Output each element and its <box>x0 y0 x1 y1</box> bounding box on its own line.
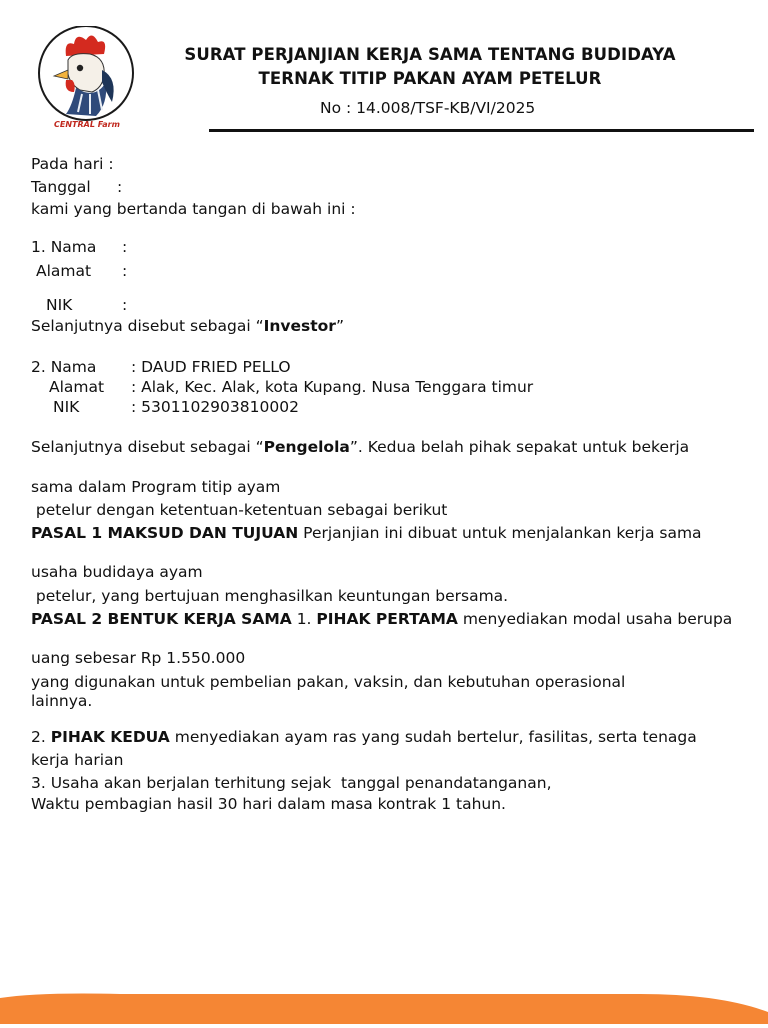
party2-nik-label: NIK <box>53 398 80 416</box>
pasal2-paragraph: PASAL 2 BENTUK KERJA SAMA 1. PIHAK PERTAMA menyediakan modal usaha berupa <box>31 610 733 628</box>
header-divider <box>209 129 754 132</box>
party1-nama-colon: : <box>122 238 128 256</box>
program-line: sama dalam Program titip ayam <box>31 478 281 496</box>
pihak-pertama: PIHAK PERTAMA <box>316 610 458 628</box>
pasal1-line-3: petelur, yang bertujuan menghasilkan keuntungan bersama. <box>31 587 509 605</box>
tanggal-colon: : <box>117 178 123 196</box>
document-title-line-2: TERNAK TITIP PAKAN AYAM PETELUR <box>258 69 602 88</box>
item2-paragraph: 2. PIHAK KEDUA menyediakan ayam ras yang sudah bertelur, fasilitas, serta tenaga <box>31 728 697 746</box>
footer-wave <box>0 990 768 1024</box>
intro-text: kami yang bertanda tangan di bawah ini : <box>31 200 356 218</box>
party1-alamat-label: Alamat <box>36 262 92 280</box>
pihak-kedua: PIHAK KEDUA <box>50 728 170 746</box>
item3-line-1: 3. Usaha akan berjalan terhitung sejak tanggal penandatanganan, <box>31 774 552 792</box>
pasal2-title: PASAL 2 BENTUK KERJA SAMA <box>31 610 292 628</box>
pasal1-line-2: usaha budidaya ayam <box>31 563 203 581</box>
party2-designation: Selanjutnya disebut sebagai “Pengelola”. Kedua belah pihak sepakat untuk bekerja <box>31 438 690 456</box>
party1-nama-label: 1. Nama <box>31 238 97 256</box>
pada-hari-label: Pada hari : <box>31 155 114 173</box>
party1-designation: Selanjutnya disebut sebagai “Investor” <box>31 317 344 335</box>
document-title-line-1: SURAT PERJANJIAN KERJA SAMA TENTANG BUDIDAYA <box>184 45 676 64</box>
central-farm-logo <box>36 26 136 136</box>
party1-alamat-colon: : <box>122 262 128 280</box>
party2-alamat-label: Alamat <box>49 378 105 396</box>
party1-nik-label: NIK <box>46 296 73 314</box>
pasal2-line-2: uang sebesar Rp 1.550.000 <box>31 649 246 667</box>
pasal2-line-3: yang digunakan untuk pembelian pakan, vaksin, dan kebutuhan operasional <box>31 673 626 691</box>
document-number: No : 14.008/TSF-KB/VI/2025 <box>320 99 536 117</box>
ketentuan-line: petelur dengan ketentuan-ketentuan sebagai berikut <box>31 501 448 519</box>
party2-nama-label: 2. Nama <box>31 358 97 376</box>
logo-brand-text: CENTRAL Farm <box>54 120 120 129</box>
pengelola-role: Pengelola <box>263 438 350 456</box>
party2-nik-value: : 5301102903810002 <box>131 398 299 416</box>
pasal1-title: PASAL 1 MAKSUD DAN TUJUAN <box>31 524 299 542</box>
footer-wave-shape <box>0 990 768 1024</box>
tanggal-label: Tanggal <box>31 178 91 196</box>
pasal2-line-4: lainnya. <box>31 692 93 710</box>
item2-line-2: kerja harian <box>31 751 124 769</box>
party2-nama-value: : DAUD FRIED PELLO <box>131 358 291 376</box>
party1-nik-colon: : <box>122 296 128 314</box>
party2-alamat-value: : Alak, Kec. Alak, kota Kupang. Nusa Tenggara timur <box>131 378 534 396</box>
pasal1-paragraph: PASAL 1 MAKSUD DAN TUJUAN Perjanjian ini dibuat untuk menjalankan kerja sama <box>31 524 702 542</box>
item3-line-2: Waktu pembagian hasil 30 hari dalam masa kontrak 1 tahun. <box>31 795 506 813</box>
investor-role: Investor <box>263 317 336 335</box>
